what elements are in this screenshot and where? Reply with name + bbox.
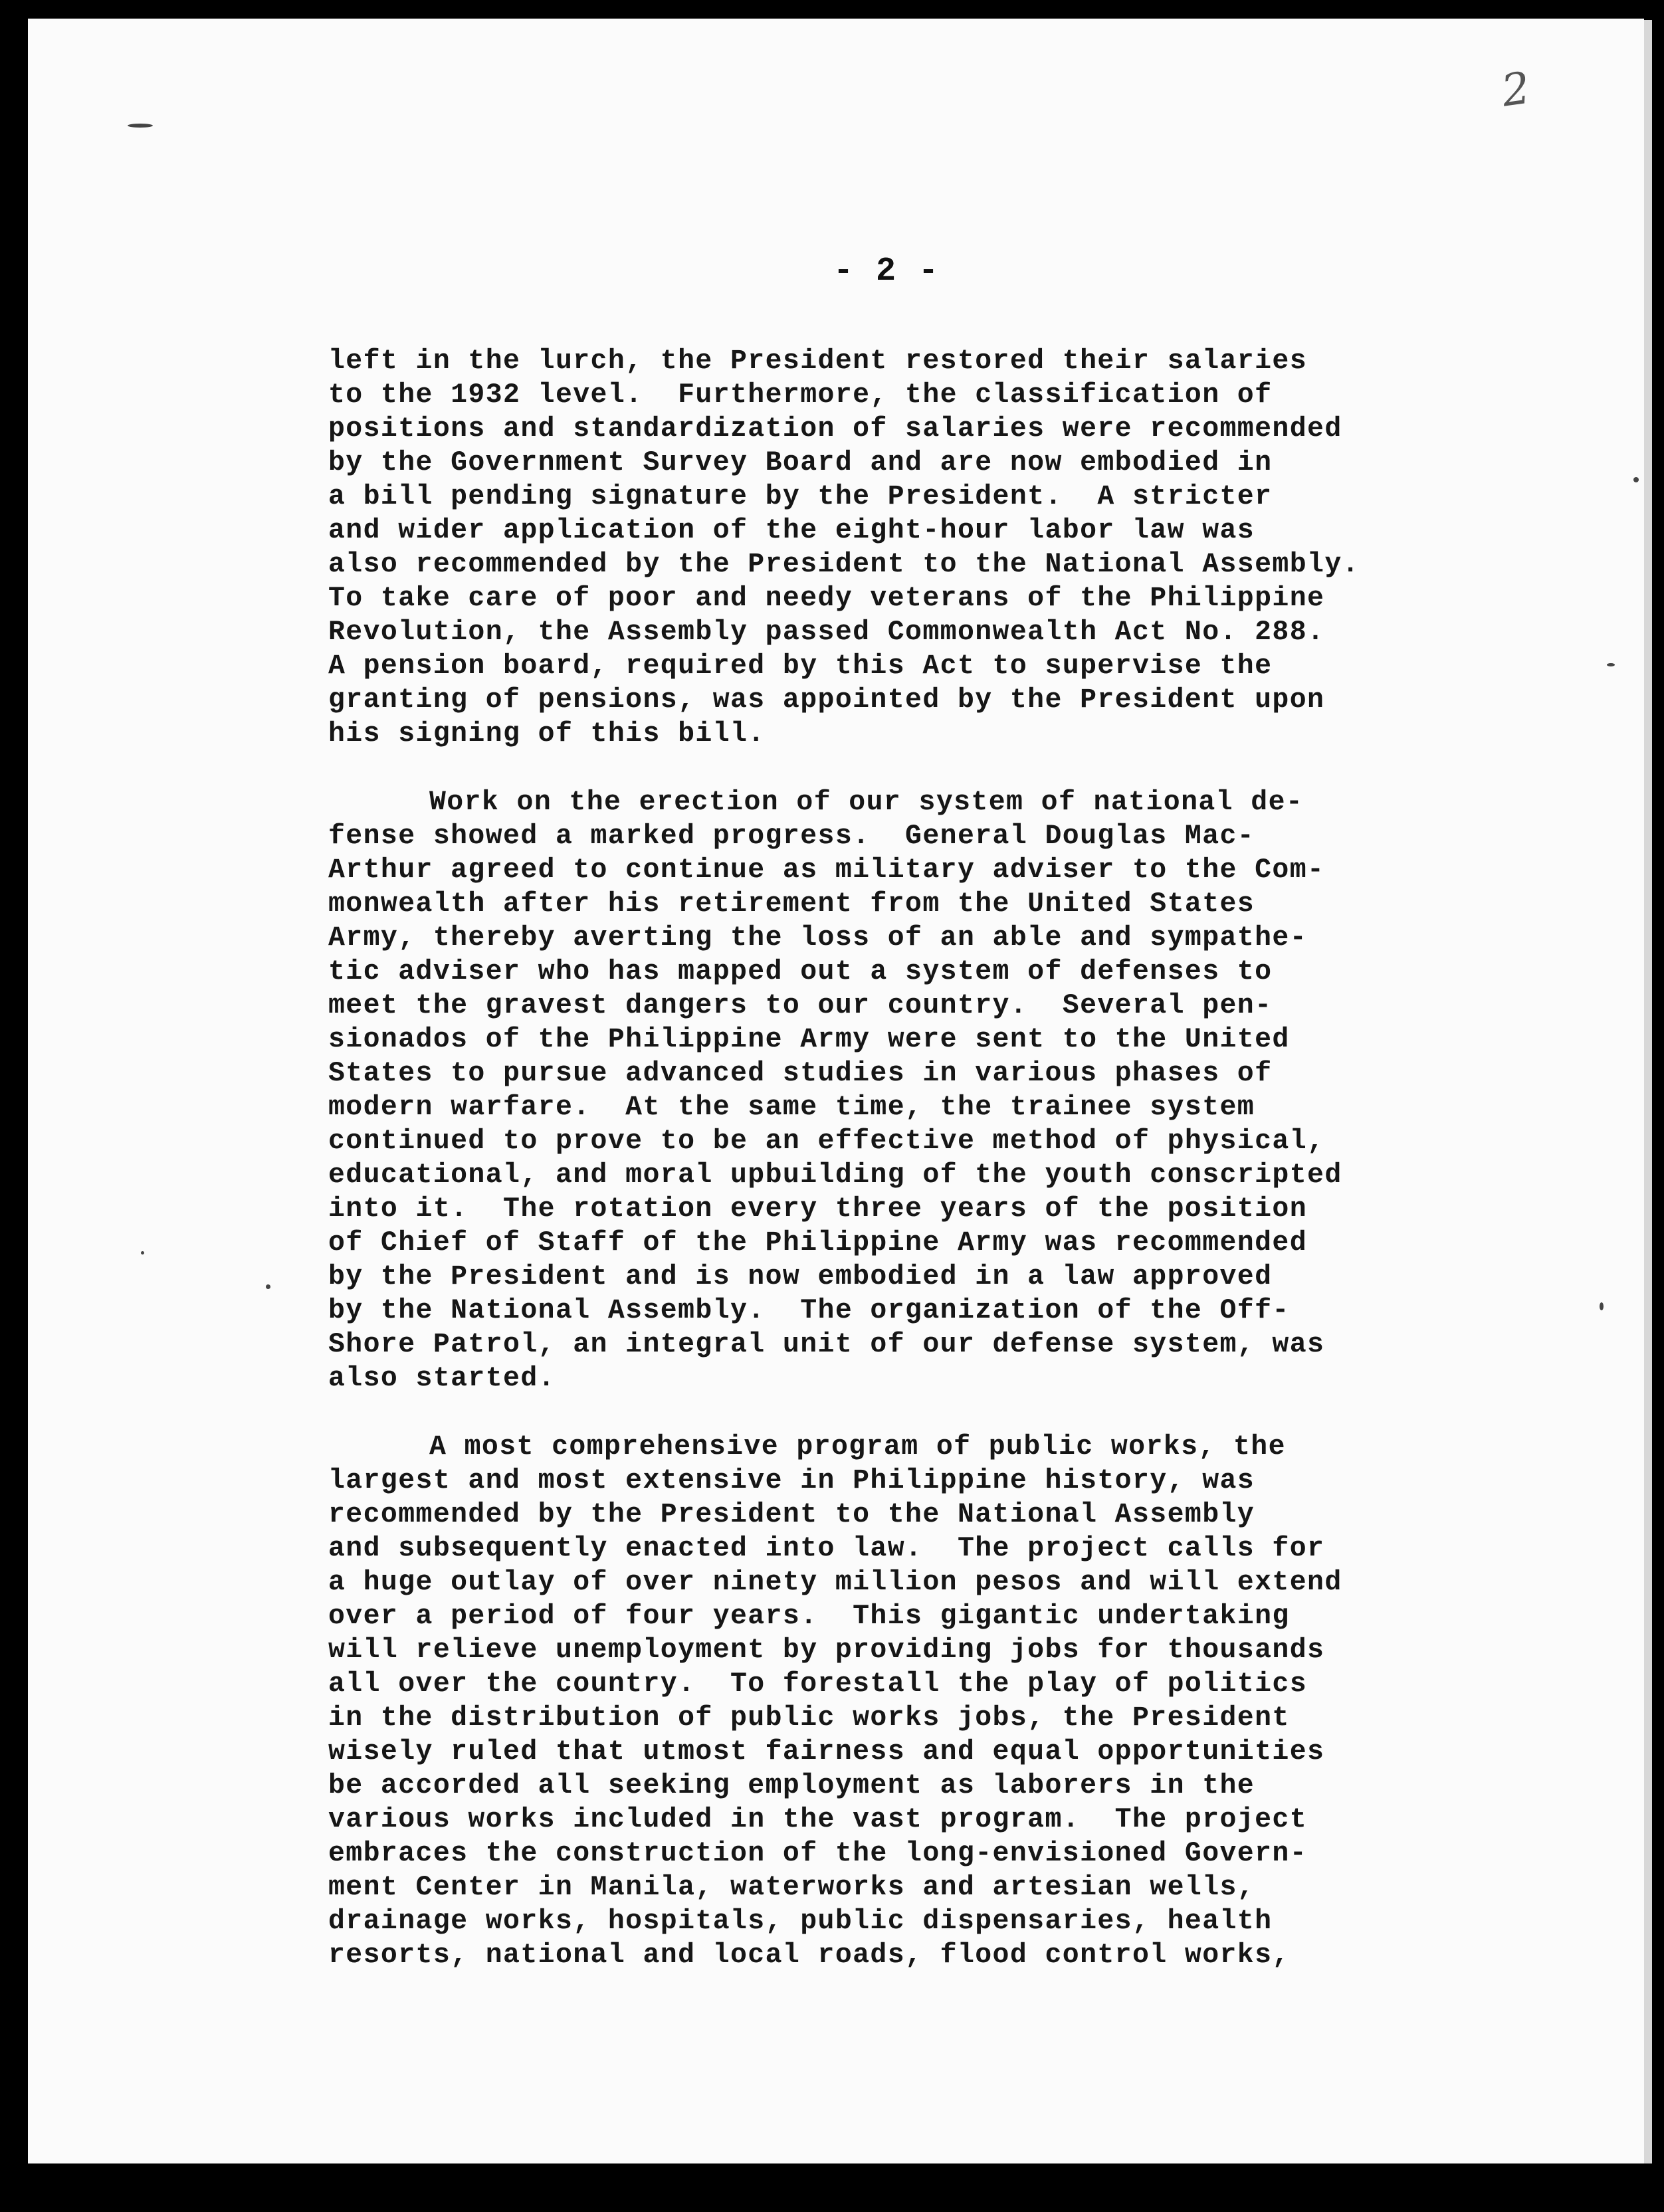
text-line: by the Government Survey Board and are now embodied in: [328, 447, 1273, 478]
text-line: left in the lurch, the President restored their salaries: [328, 346, 1308, 377]
text-line: various works included in the vast program. The project: [328, 1804, 1308, 1835]
text-line: To take care of poor and needy veterans of the Philippine: [328, 583, 1325, 614]
text-line: also recommended by the President to the National Assembly.: [328, 549, 1360, 580]
text-line: Shore Patrol, an integral unit of our defense system, was: [328, 1329, 1325, 1360]
scan-border: [1644, 20, 1652, 2163]
paragraph-3: [328, 1430, 1578, 1972]
text-line: ment Center in Manila, waterworks and artesian wells,: [328, 1872, 1255, 1903]
text-line: Arthur agreed to continue as military adviser to the Com-: [328, 855, 1325, 886]
text-line: Army, thereby averting the loss of an able and sympathe-: [328, 922, 1308, 954]
text-line: to the 1932 level. Furthermore, the classification of: [328, 379, 1273, 411]
text-line: continued to prove to be an effective method of physical,: [328, 1126, 1325, 1157]
text-line: also started.: [328, 1363, 556, 1394]
body-text: [328, 344, 1578, 2007]
text-line: of Chief of Staff of the Philippine Army was recommended: [328, 1227, 1308, 1258]
document-page: [28, 19, 1644, 2163]
scan-mark: [141, 1251, 144, 1255]
text-line: A pension board, required by this Act to supervise the: [328, 651, 1273, 682]
text-line: all over the country. To forestall the play of politics: [328, 1668, 1308, 1700]
text-line: educational, and moral upbuilding of the youth conscripted: [328, 1159, 1342, 1191]
text-line: Work on the erection of our system of national de-: [429, 787, 1304, 818]
text-line: largest and most extensive in Philippine history, was: [328, 1465, 1255, 1496]
text-line: over a period of four years. This gigantic undertaking: [328, 1601, 1290, 1632]
text-line: modern warfare. At the same time, the trainee system: [328, 1092, 1255, 1123]
text-line: will relieve unemployment by providing jobs for thousands: [328, 1635, 1325, 1666]
text-line: his signing of this bill.: [328, 718, 766, 750]
text-line: meet the gravest dangers to our country. Several pen-: [328, 990, 1273, 1021]
text-line: positions and standardization of salaries were recommended: [328, 413, 1342, 445]
text-line: in the distribution of public works jobs, the President: [328, 1702, 1290, 1734]
text-line: granting of pensions, was appointed by the President upon: [328, 684, 1325, 716]
paragraph-2: [328, 785, 1578, 1395]
scan-mark: [128, 124, 153, 128]
paragraph-1: [328, 344, 1578, 751]
text-line: recommended by the President to the National Assembly: [328, 1499, 1255, 1530]
text-line: States to pursue advanced studies in various phases of: [328, 1058, 1273, 1089]
scan-mark: [266, 1284, 270, 1289]
text-line: drainage works, hospitals, public dispensaries, health: [328, 1906, 1273, 1937]
text-line: monwealth after his retirement from the United States: [328, 888, 1255, 920]
handwritten-page-number: 2: [1498, 62, 1534, 117]
scan-mark: [1633, 477, 1639, 482]
text-line: resorts, national and local roads, flood control works,: [328, 1940, 1290, 1971]
text-line: wisely ruled that utmost fairness and equal opportunities: [328, 1736, 1325, 1767]
text-line: a huge outlay of over ninety million pesos and will extend: [328, 1567, 1342, 1598]
page-number: - 2 -: [833, 252, 940, 290]
text-line: Revolution, the Assembly passed Commonwealth Act No. 288.: [328, 617, 1325, 648]
text-line: and subsequently enacted into law. The project calls for: [328, 1533, 1325, 1564]
scan-mark: [1607, 663, 1615, 666]
text-line: by the President and is now embodied in a law approved: [328, 1261, 1273, 1292]
text-line: sionados of the Philippine Army were sent to the United: [328, 1024, 1290, 1055]
text-line: tic adviser who has mapped out a system of defenses to: [328, 956, 1273, 987]
text-line: be accorded all seeking employment as laborers in the: [328, 1770, 1255, 1801]
text-line: fense showed a marked progress. General Douglas Mac-: [328, 821, 1255, 852]
text-line: a bill pending signature by the President. A stricter: [328, 481, 1273, 512]
text-line: A most comprehensive program of public works, the: [429, 1431, 1286, 1462]
text-line: by the National Assembly. The organization of the Off-: [328, 1295, 1290, 1326]
text-line: embraces the construction of the long-envisioned Govern-: [328, 1838, 1308, 1869]
text-line: into it. The rotation every three years of the position: [328, 1193, 1308, 1225]
scan-mark: [1600, 1302, 1604, 1310]
text-line: and wider application of the eight-hour labor law was: [328, 515, 1255, 546]
